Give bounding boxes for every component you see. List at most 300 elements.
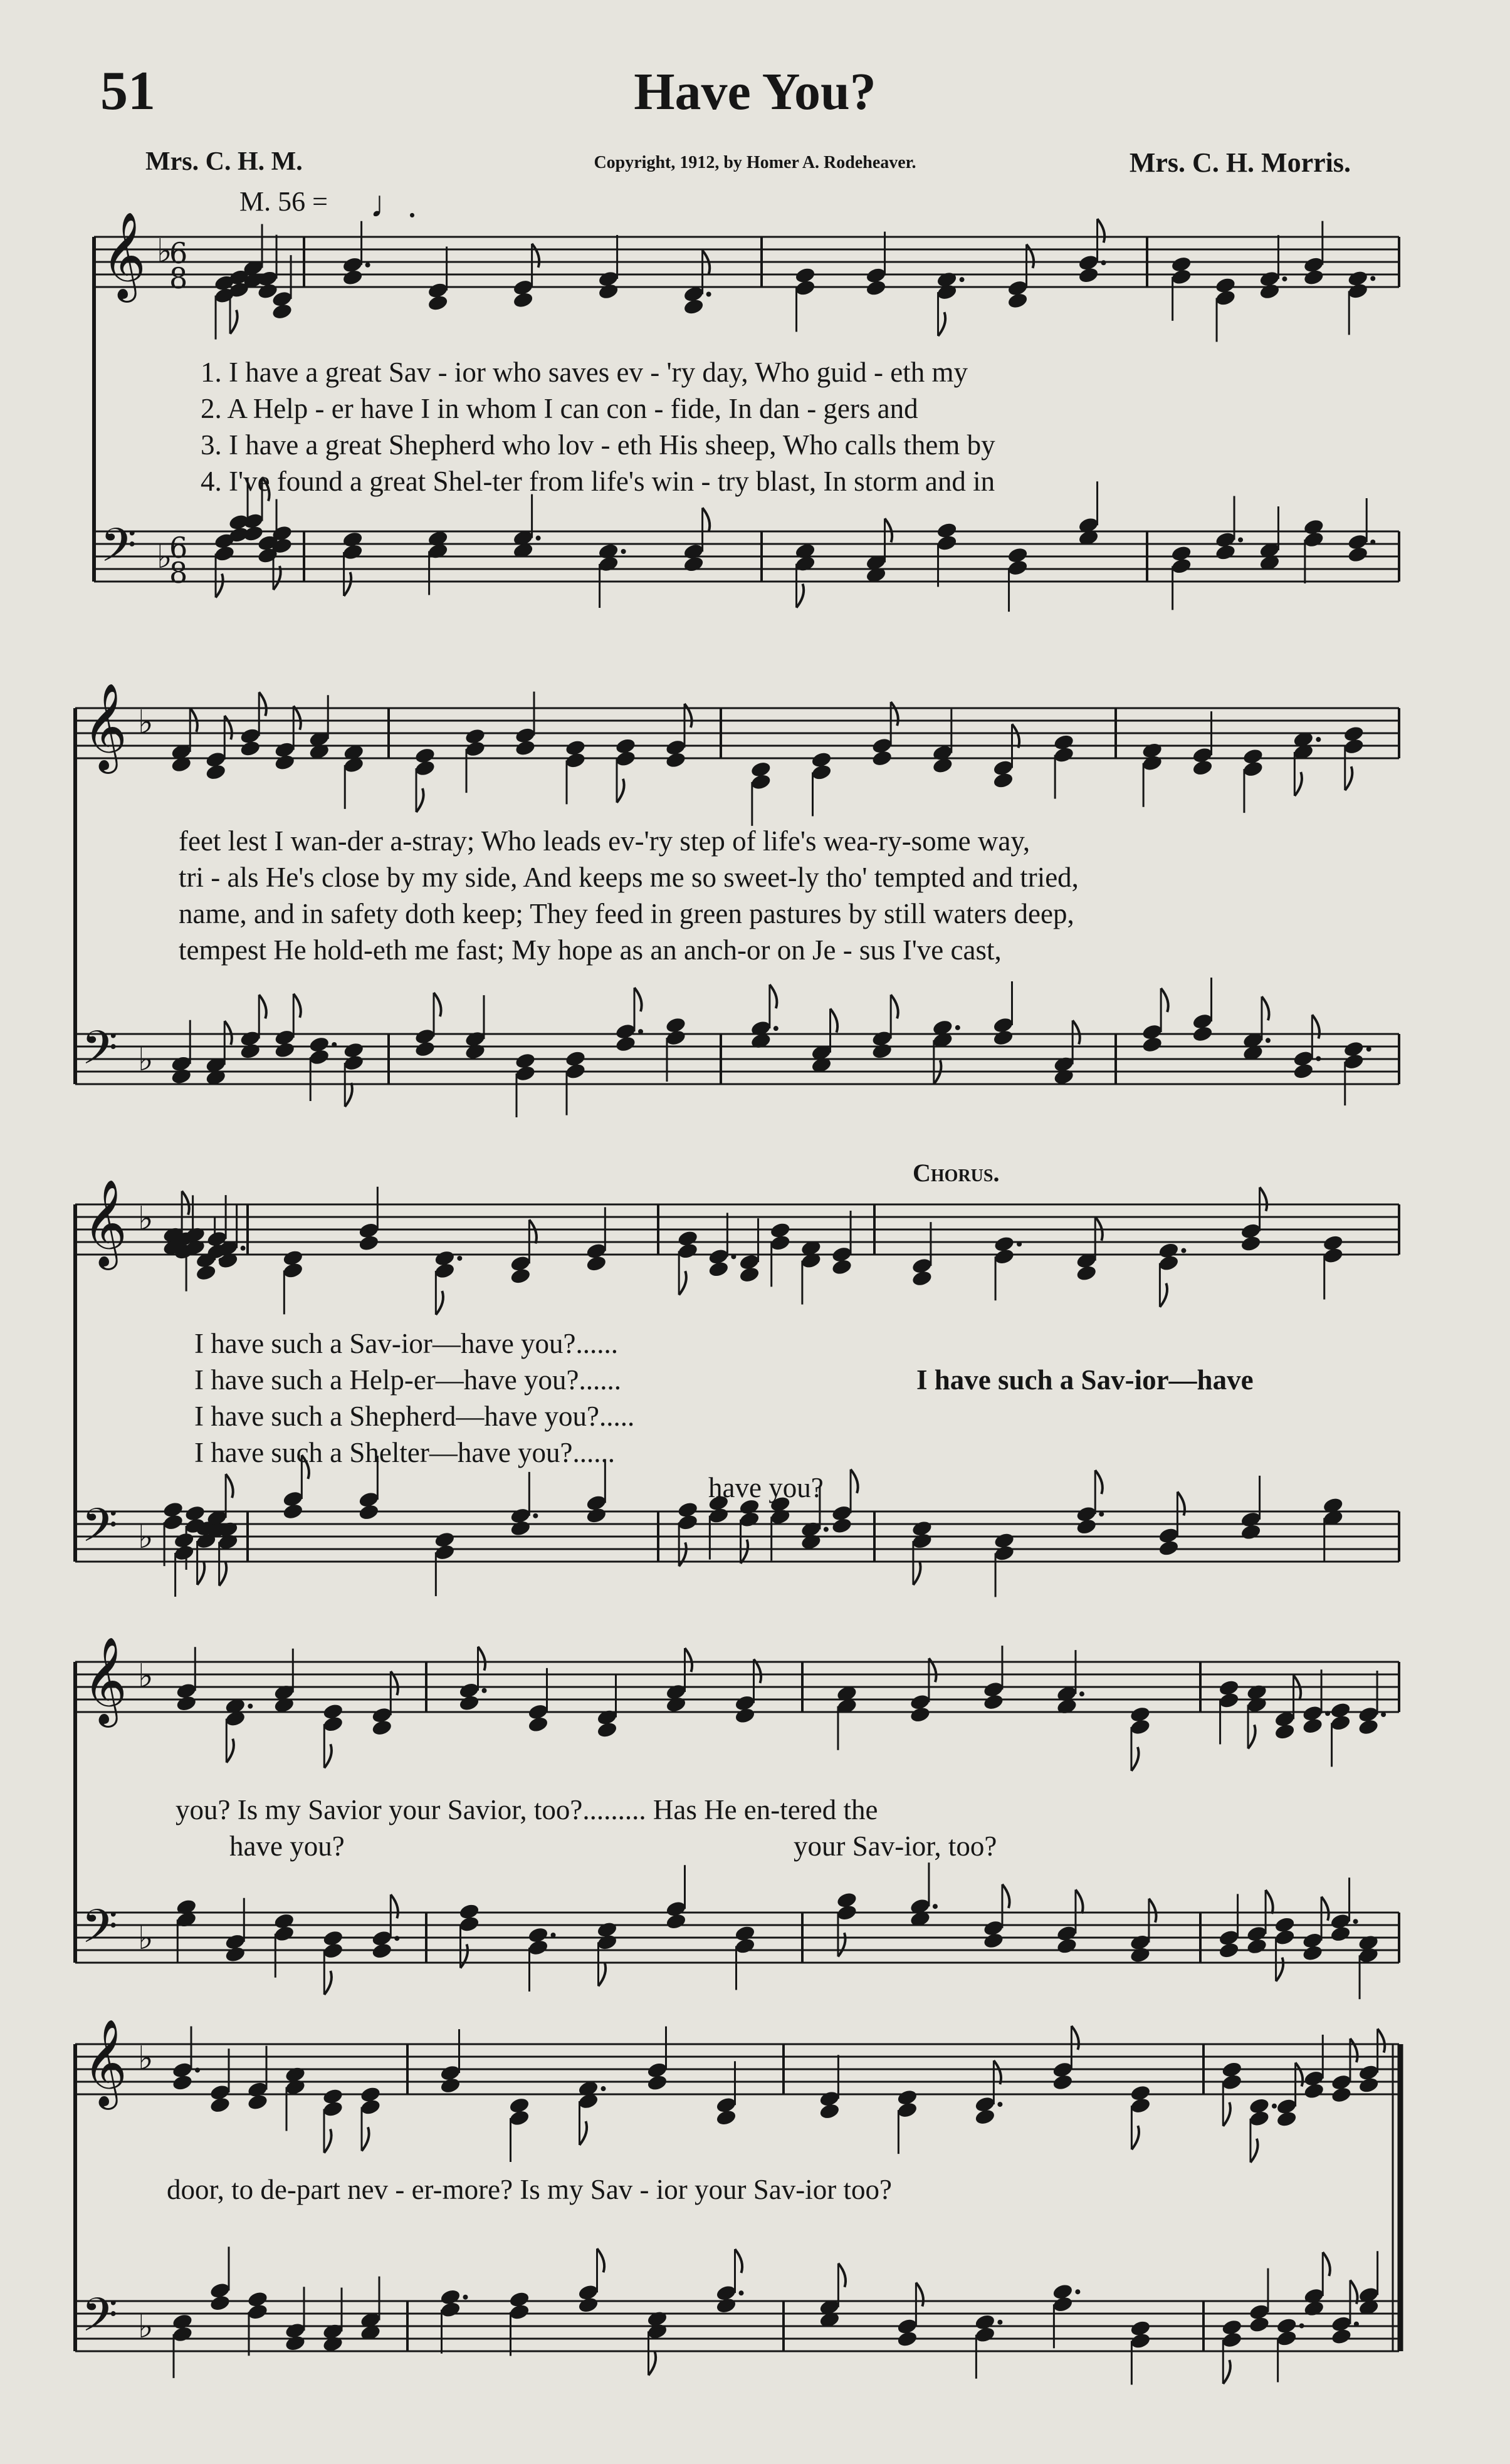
note-head <box>738 1510 760 1528</box>
note-head <box>1192 1025 1214 1043</box>
dot <box>1266 1038 1271 1043</box>
note-head <box>664 1029 686 1047</box>
note-head <box>734 1937 756 1955</box>
note-head <box>1358 2076 1380 2094</box>
note-flag <box>1276 1958 1284 1981</box>
dot <box>1272 2104 1277 2109</box>
flat-icon: ♭ <box>157 232 172 270</box>
note-head <box>527 1938 549 1956</box>
dot <box>482 1688 487 1693</box>
note-head <box>464 740 486 758</box>
note-head <box>734 1706 756 1725</box>
note-flag <box>182 1191 189 1215</box>
dot <box>824 1527 829 1532</box>
dot <box>997 2102 1002 2107</box>
dot <box>1238 537 1243 542</box>
note-head <box>1192 759 1214 777</box>
note-head <box>514 739 536 757</box>
note-head <box>974 2108 996 2126</box>
note-head <box>982 1693 1004 1711</box>
note-flag <box>219 1562 227 1586</box>
note-head <box>1330 2327 1352 2346</box>
note-head <box>458 1694 480 1712</box>
note-head <box>794 279 816 297</box>
note-flag <box>345 1083 352 1107</box>
dot <box>463 2295 468 2300</box>
note-head <box>239 739 261 758</box>
note-head <box>508 2109 530 2127</box>
refrain-line-2: I have such a Help-er—have you?...... <box>194 1364 621 1396</box>
note-flag <box>436 1291 443 1315</box>
note-head <box>1053 746 1075 764</box>
dot <box>1099 1511 1104 1517</box>
note-head <box>510 1267 532 1285</box>
note-flag <box>770 984 777 1008</box>
note-head <box>1302 1944 1324 1962</box>
note-flag <box>259 994 266 1018</box>
note-head <box>1218 1691 1240 1710</box>
dot <box>536 536 541 541</box>
note-head <box>994 1544 1015 1562</box>
flat-icon: ♭ <box>138 1200 154 1238</box>
dot <box>773 1026 779 1031</box>
flat-icon: ♭ <box>138 2308 154 2346</box>
note-head <box>342 268 364 286</box>
dot <box>955 1025 960 1030</box>
note-head <box>871 1042 893 1060</box>
note-head <box>246 2093 268 2111</box>
note-head <box>308 1048 330 1066</box>
note-head <box>1322 1246 1344 1265</box>
verse-3-line-1: 3. I have a great Shepherd who lov - eth His sheep, Who calls them by <box>201 429 995 461</box>
note-head <box>1170 557 1192 575</box>
note-head <box>1130 2332 1151 2350</box>
note-head <box>596 1933 618 1951</box>
note-flag <box>735 2249 743 2273</box>
note-flag <box>1312 1015 1319 1038</box>
note-head <box>708 1260 730 1278</box>
dot <box>1075 2289 1080 2294</box>
note-head <box>1303 268 1324 286</box>
composer-credit: Mrs. C. H. Morris. <box>1129 147 1351 178</box>
note-flag <box>580 2121 587 2145</box>
note-flag <box>597 2248 605 2272</box>
note-head <box>273 1924 295 1943</box>
verse-4-line-2: tempest He hold-eth me fast; My hope as an anch-or on Je - sus I've cast, <box>179 934 1002 966</box>
dot <box>1316 1056 1321 1061</box>
note-head <box>911 1270 933 1288</box>
note-head <box>239 1042 261 1060</box>
note-head <box>715 2297 737 2315</box>
note-head <box>1276 2110 1298 2128</box>
note-flag <box>224 716 232 739</box>
note-head <box>982 1931 1004 1950</box>
note-head <box>646 2074 668 2092</box>
note-flag <box>1095 1470 1103 1494</box>
dot <box>394 1936 399 1941</box>
note-head <box>195 1263 217 1282</box>
note-head <box>274 753 296 771</box>
note-head <box>585 1506 607 1525</box>
note-flag <box>478 1647 486 1671</box>
note-head <box>1215 289 1237 307</box>
note-flag <box>416 788 424 812</box>
note-flag <box>754 1659 762 1683</box>
note-head <box>564 1062 586 1080</box>
note-head <box>512 291 534 309</box>
note-flag <box>230 310 238 334</box>
note-head <box>1330 2086 1352 2104</box>
dot <box>195 2067 200 2072</box>
note-head <box>1303 2299 1325 2317</box>
note-head <box>819 2102 841 2121</box>
dot <box>638 1029 643 1034</box>
chorus-line-2: door, to de-part nev - er-more? Is my Sav - ior your Sav-ior too? <box>167 2174 892 2205</box>
note-head <box>1302 1717 1324 1735</box>
note-flag <box>1002 1884 1010 1908</box>
note-head <box>171 2325 193 2343</box>
note-head <box>1221 2073 1243 2091</box>
note-head <box>585 1255 607 1273</box>
note-flag <box>532 244 540 268</box>
note-head <box>1076 1518 1098 1536</box>
flat-icon: ♭ <box>157 538 172 576</box>
note-flag <box>216 573 223 597</box>
tempo-marking: M. 56 = <box>239 186 328 217</box>
note-head <box>1056 1937 1077 1955</box>
time-signature-bottom: 8 <box>169 556 188 590</box>
note-head <box>439 2300 461 2319</box>
note-flag <box>685 1648 693 1672</box>
note-flag <box>1098 219 1105 243</box>
note-flag <box>679 1542 686 1566</box>
note-head <box>871 749 893 768</box>
note-head <box>665 1913 687 1931</box>
note-flag <box>1076 1889 1083 1913</box>
note-head <box>1303 531 1324 549</box>
note-head <box>664 751 686 769</box>
note-head <box>527 1715 549 1733</box>
note-flag <box>259 692 266 716</box>
bass-echo-have-you: have you? <box>708 1472 824 1503</box>
tempo-note-icon: ♩. <box>370 184 417 225</box>
flat-icon: ♭ <box>138 2040 154 2077</box>
note-head <box>342 543 364 561</box>
refrain-line-4: I have such a Shelter—have you?...... <box>194 1437 616 1468</box>
note-flag <box>599 1962 606 1986</box>
note-head <box>865 279 887 297</box>
dot <box>997 2320 1002 2325</box>
verse-3-line-2: name, and in safety doth keep; They feed in green pastures by still waters deep, <box>179 898 1074 929</box>
note-head <box>1246 1938 1268 1956</box>
note-head <box>271 303 293 321</box>
note-head <box>434 1543 456 1562</box>
note-head <box>176 1694 197 1713</box>
note-head <box>322 2100 343 2118</box>
dot <box>1370 540 1375 545</box>
note-head <box>1240 1235 1262 1253</box>
note-head <box>831 1258 853 1276</box>
note-head <box>974 2326 996 2344</box>
note-head <box>1347 545 1369 563</box>
note-head <box>1274 1928 1296 1946</box>
note-flag <box>703 508 710 531</box>
note-flag <box>679 1271 686 1295</box>
note-head <box>414 759 436 777</box>
note-flag <box>1161 988 1168 1012</box>
dot <box>1370 276 1375 281</box>
note-head <box>896 2330 918 2348</box>
note-head <box>1248 2109 1270 2127</box>
note-flag <box>831 1009 838 1033</box>
verse-2-line-2: tri - als He's close by my side, And keeps me so sweet-ly tho' tempted and tried, <box>179 862 1079 893</box>
note-head <box>994 1248 1015 1266</box>
hymn-title: Have You? <box>634 63 876 121</box>
note-head <box>677 1513 699 1532</box>
note-flag <box>362 2127 369 2151</box>
note-head <box>274 1041 296 1059</box>
note-flag <box>891 994 898 1018</box>
note-head <box>597 283 619 301</box>
note-flag <box>1071 2026 1079 2050</box>
note-head <box>205 763 227 781</box>
note-head <box>1259 283 1281 301</box>
note-head <box>738 1266 760 1284</box>
note-head <box>614 1035 636 1053</box>
note-head <box>936 283 958 301</box>
dot <box>533 1513 538 1518</box>
note-flag <box>1294 772 1302 796</box>
note-flag <box>324 1744 332 1768</box>
dot <box>1325 1711 1330 1716</box>
dot <box>739 2290 744 2295</box>
note-head <box>209 2096 231 2114</box>
treble-clef-icon: 𝄞 <box>83 683 127 770</box>
note-head <box>683 298 705 316</box>
bass-clef-icon: 𝄢 <box>81 1498 118 1564</box>
note-head <box>614 749 636 768</box>
note-head <box>1076 1264 1098 1282</box>
time-signature-bottom: 8 <box>169 261 188 295</box>
dot <box>1079 1691 1084 1696</box>
note-head <box>1007 559 1029 577</box>
note-head <box>831 1517 853 1535</box>
note-head <box>214 545 236 563</box>
note-flag <box>344 572 352 596</box>
note-head <box>896 2101 918 2119</box>
note-head <box>322 1942 344 1960</box>
note-flag <box>617 779 624 803</box>
note-flag <box>1266 1890 1273 1914</box>
note-flag <box>851 1470 858 1493</box>
note-head <box>1343 738 1365 756</box>
bass-clef-icon: 𝄢 <box>100 518 137 584</box>
note-head <box>1221 2331 1243 2349</box>
treble-clef-icon: 𝄞 <box>83 1637 127 1724</box>
dot <box>332 1042 337 1047</box>
note-head <box>510 1519 532 1537</box>
note-flag <box>913 1561 921 1585</box>
verse-1-line-1: 1. I have a great Sav - ior who saves ev - 'ry day, Who guid - eth my <box>201 357 968 388</box>
dot <box>1282 276 1287 281</box>
note-head <box>1292 1062 1314 1080</box>
flat-icon: ♭ <box>138 1041 154 1078</box>
note-flag <box>461 1945 468 1968</box>
note-flag <box>938 312 946 336</box>
note-head <box>597 555 619 573</box>
note-head <box>1130 2097 1151 2115</box>
chorus-echo-your-savior: your Sav-ior, too? <box>794 1830 997 1862</box>
note-head <box>1358 1946 1380 1965</box>
note-head <box>1141 754 1163 772</box>
note-flag <box>1027 244 1034 268</box>
note-flag <box>1378 2028 1385 2052</box>
note-head <box>1129 1718 1151 1736</box>
note-head <box>836 1904 857 1922</box>
note-head <box>322 1715 344 1733</box>
flat-icon: ♭ <box>138 1919 154 1957</box>
bass-clef-icon: 𝄢 <box>81 2288 118 2354</box>
note-head <box>1215 543 1237 561</box>
note-head <box>1240 1523 1262 1541</box>
note-head <box>683 555 705 573</box>
note-head <box>1276 2329 1298 2347</box>
note-head <box>371 1942 393 1960</box>
note-head <box>508 2303 530 2321</box>
note-flag <box>649 2351 656 2375</box>
note-head <box>1052 2295 1074 2314</box>
treble-clef-icon: 𝄞 <box>83 1179 127 1266</box>
treble-clef-icon: 𝄞 <box>102 212 146 299</box>
note-flag <box>994 2060 1001 2084</box>
note-head <box>1129 1946 1151 1964</box>
note-head <box>171 2074 193 2092</box>
note-flag <box>741 1540 748 1563</box>
note-head <box>1141 1035 1163 1053</box>
refrain-line-1: I have such a Sav-ior—have you?...... <box>194 1328 619 1359</box>
note-head <box>1358 1718 1380 1736</box>
note-flag <box>1012 724 1020 748</box>
note-head <box>162 1513 184 1532</box>
dot <box>1017 1241 1022 1246</box>
note-head <box>464 1043 486 1061</box>
dot <box>933 1904 938 1909</box>
note-head <box>1158 1539 1180 1557</box>
note-head <box>439 2077 461 2095</box>
note-head <box>1343 1053 1365 1071</box>
note-flag <box>797 584 804 608</box>
verse-2-line-1: 2. A Help - er have I in whom I can con - fide, In dan - gers and <box>201 393 918 424</box>
time-signature-top: 6 <box>169 236 188 270</box>
note-head <box>1170 268 1192 286</box>
dot <box>960 277 965 282</box>
treble-clef-icon: 𝄞 <box>83 2019 127 2106</box>
dot <box>1299 2323 1304 2328</box>
note-flag <box>391 1894 398 1918</box>
dot <box>241 1246 246 1251</box>
note-head <box>665 1695 687 1713</box>
note-head <box>1329 1925 1351 1943</box>
note-head <box>427 294 449 312</box>
note-head <box>224 1945 246 1963</box>
note-flag <box>1350 2039 1358 2062</box>
dot <box>457 1256 462 1261</box>
note-head <box>1052 2073 1074 2091</box>
note-head <box>1347 282 1369 300</box>
note-head <box>750 773 772 791</box>
note-flag <box>434 993 441 1016</box>
note-head <box>1248 2315 1270 2334</box>
note-flag <box>891 702 898 726</box>
note-flag <box>197 1561 205 1585</box>
dot <box>1316 737 1321 742</box>
chorus-first-line: I have such a Sav-ior—have <box>916 1364 1254 1396</box>
copyright-notice: Copyright, 1912, by Homer A. Rodeheaver. <box>594 153 916 172</box>
note-head <box>343 1054 365 1072</box>
note-head <box>769 1234 791 1252</box>
note-head <box>1303 2082 1325 2100</box>
note-flag <box>1296 2062 1303 2086</box>
chorus-echo-have-you: have you? <box>229 1830 345 1862</box>
dot <box>1381 1712 1386 1717</box>
note-head <box>715 2109 737 2127</box>
note-flag <box>324 2129 332 2153</box>
note-flag <box>1260 1188 1267 1211</box>
note-flag <box>1321 1897 1329 1921</box>
note-flag <box>1223 2102 1230 2126</box>
note-flag <box>1262 996 1269 1020</box>
dot <box>1181 1248 1186 1253</box>
note-head <box>282 1502 304 1520</box>
note-head <box>677 1242 699 1260</box>
note-flag <box>1223 2360 1230 2384</box>
dot <box>1101 260 1106 265</box>
note-flag <box>1072 1020 1080 1044</box>
dot <box>706 292 711 297</box>
note-head <box>434 1261 456 1280</box>
dot <box>621 549 626 554</box>
note-flag <box>226 1474 233 1498</box>
chorus-label: Chorus. <box>913 1159 1000 1187</box>
note-head <box>458 1915 480 1933</box>
lyricist-credit: Mrs. C. H. M. <box>145 147 303 176</box>
note-head <box>577 2296 599 2314</box>
note-head <box>282 1261 304 1280</box>
dot <box>601 2086 606 2091</box>
note-flag <box>293 994 301 1018</box>
dot <box>1366 1047 1371 1052</box>
verse-4-line-1: 4. I've found a great Shel-ter from life's win - try blast, In storm and in <box>201 466 995 497</box>
dot <box>365 263 370 268</box>
note-flag <box>324 1971 332 1995</box>
note-flag <box>885 518 893 542</box>
chorus-line-1: you? Is my Savior your Savior, too?......... Has He en-tered the <box>176 1794 878 1825</box>
hymn-number: 51 <box>100 61 155 122</box>
note-flag <box>838 1933 846 1956</box>
note-head <box>810 763 832 781</box>
note-head <box>1007 291 1029 310</box>
note-head <box>173 1543 195 1562</box>
bass-clef-icon: 𝄢 <box>81 1899 118 1965</box>
note-head <box>909 1706 931 1724</box>
dot <box>731 1254 736 1259</box>
note-head <box>514 1064 536 1082</box>
note-head <box>1242 760 1264 778</box>
time-signature-top: 6 <box>169 531 188 565</box>
note-head <box>1274 1723 1296 1741</box>
note-head <box>596 1721 618 1739</box>
note-flag <box>1149 1899 1156 1923</box>
